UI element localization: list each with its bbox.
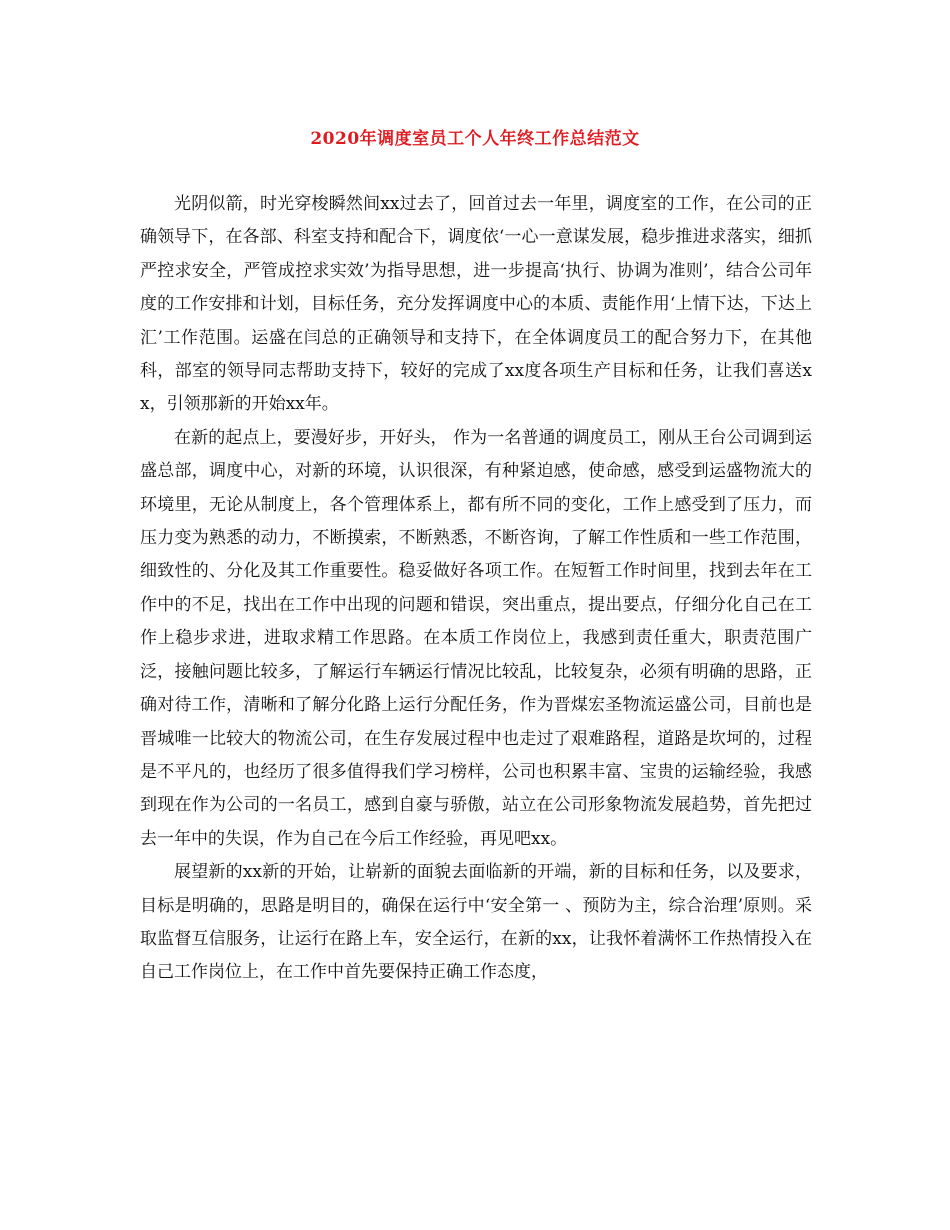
document-body xyxy=(140,188,812,990)
document-title: 2020年调度室员工个人年终工作总结范文 xyxy=(310,129,640,149)
paragraph-2: 在新的起点上，要漫好步，开好头， 作为一名普通的调度员工，刚从王台公司调到运盛总部，调度中心，对新的环境，认识很深，有种紧迫感，使命感，感受到运盛物流大的环境里，无论从制度上，各个管理体系上，都有所不同的变化，工作上感受到了压力，而压力变为熟悉的动力，不断摸索，不断熟悉，不断咨询，了解工作性质和一些工作范围，细致性的、分化及其工作重要性。稳妥做好各项工作。在短暂工作时间里，找到去年在工作中的不足，找出在工作中出现的问题和错误，突出重点，提出要点，仔细分化自己在工作上稳步求进，进取求精工作思路。在本质工作岗位上，我感到责任重大，职责范围广泛，接触问题比较多，了解运行车辆运行情况比较乱，比较复杂，必须有明确的思路，正确对待工作，清晰和了解分化路上运行分配任务，作为晋煤宏圣物流运盛公司，目前也是晋城唯一比较大的物流公司，在生存发展过程中也走过了艰难路程，道路是坎坷的，过程是不平凡的，也经历了很多值得我们学习榜样，公司也积累丰富、宝贵的运输经验，我感到现在作为公司的一名员工，感到自豪与骄傲，站立在公司形象物流发展趋势，首先把过去一年中的失误，作为自己在今后工作经验，再见吧xx。 xyxy=(140,427,812,849)
paragraph-3: 展望新的xx新的开始，让崭新的面貌去面临新的开端，新的目标和任务，以及要求，目标是明确的，思路是明目的，确保在运行中‘安全第一 、预防为主，综合治理’原则。采取监督互信服务，让运行在路上车，安全运行，在新的xx，让我怀着满怀工作热情投入在自己工作岗位上，在工作中首先要保持正确工作态度， xyxy=(140,862,812,983)
paragraph-1: 光阴似箭，时光穿梭瞬然间xx过去了，回首过去一年里，调度室的工作，在公司的正确领导下，在各部、科室支持和配合下，调度依‘一心一意谋发展，稳步推进求落实，细抓严控求安全，严管成控求实效’为指导思想，进一步提高‘执行、协调为准则’，结合公司年度的工作安排和计划，目标任务，充分发挥调度中心的本质、责能作用‘上情下达，下达上汇’工作范围。运盛在闫总的正确领导和支持下，在全体调度员工的配合努力下，在其他科，部室的领导同志帮助支持下，较好的完成了xx度各项生产目标和任务，让我们喜送xx，引领那新的开始xx年。 xyxy=(140,194,812,415)
